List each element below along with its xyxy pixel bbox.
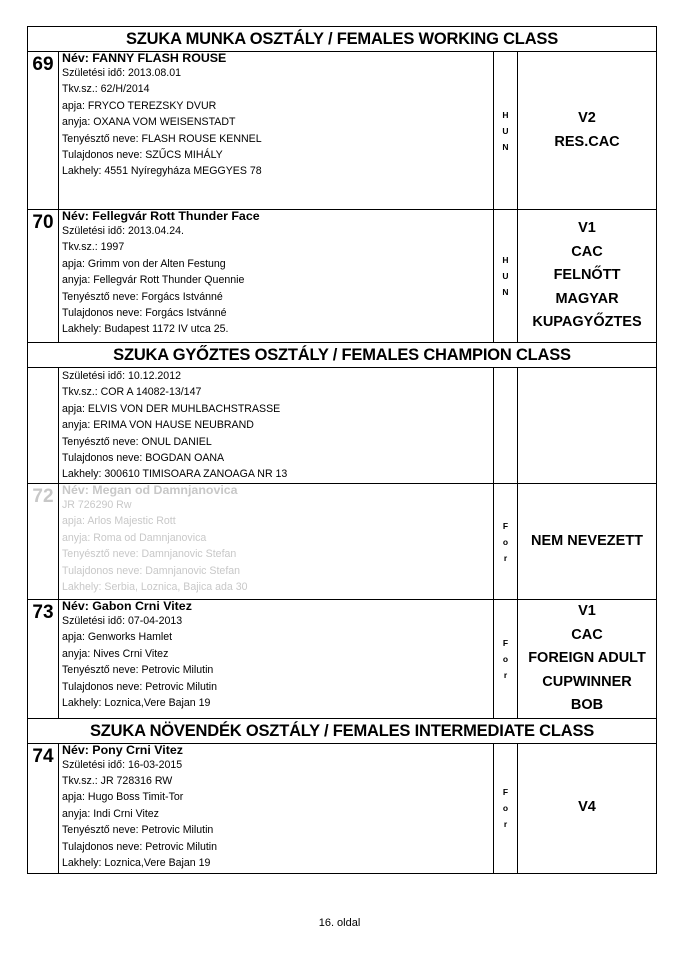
country-code	[494, 52, 518, 210]
detail-line: Lakhely: Serbia, Loznica, Bajica ada 30	[62, 581, 248, 594]
dog-name: Név: FANNY FLASH ROUSE	[62, 52, 227, 65]
entry-details	[59, 368, 494, 484]
country-code	[494, 210, 518, 343]
detail-line: Lakhely: Loznica,Vere Bajan 19	[62, 856, 211, 869]
entry-number: 73	[28, 600, 59, 719]
dog-name: Név: Pony Crni Vitez	[62, 743, 183, 757]
country-letter: r	[503, 819, 508, 829]
section-title: SZUKA MUNKA OSZTÁLY / FEMALES WORKING CLASS	[28, 27, 657, 52]
result-cell	[518, 743, 657, 873]
result-cell	[518, 210, 657, 343]
entry-details	[59, 52, 494, 210]
country-letter: N	[502, 141, 509, 152]
result-line: RES.CAC	[554, 133, 620, 150]
dog-name: Név: Fellegvár Rott Thunder Face	[62, 210, 260, 223]
result-line: CAC	[571, 626, 603, 643]
result-line: KUPAGYŐZTES	[532, 314, 642, 331]
result-cell	[518, 484, 657, 600]
detail-line: Lakhely: Budapest 1172 IV utca 25.	[62, 323, 229, 336]
entry-details	[59, 484, 494, 600]
result-line: BOB	[570, 697, 604, 713]
entry-row	[28, 52, 657, 210]
country-letter: F	[502, 520, 509, 531]
detail-line: Tulajdonos neve: Forgács Istvánné	[62, 307, 227, 320]
detail-line: Tenyésztő neve: Damnjanovic Stefan	[62, 548, 237, 561]
result-line: V1	[578, 220, 596, 237]
country-code	[494, 600, 518, 719]
detail-line: Tenyésztő neve: ONUL DANIEL	[62, 435, 212, 448]
country-letter: H	[502, 109, 509, 120]
country-code	[494, 743, 518, 873]
section-title: SZUKA GYŐZTES OSZTÁLY / FEMALES CHAMPION CLASS	[28, 343, 657, 368]
detail-line: apja: Grimm von der Alten Festung	[62, 257, 226, 270]
detail-line: JR 726290 Rw	[62, 499, 132, 511]
country-code	[494, 368, 518, 484]
country-letter: U	[502, 271, 509, 281]
country-letter: F	[502, 637, 509, 648]
detail-line: anyja: ERIMA VON HAUSE NEUBRAND	[62, 419, 254, 432]
country-letter: U	[502, 125, 509, 136]
entry-details	[59, 743, 494, 873]
detail-line: apja: Genworks Hamlet	[62, 631, 173, 644]
result-cell	[518, 368, 657, 484]
entry-number	[28, 368, 59, 484]
result-line: V2	[578, 110, 596, 126]
detail-line: anyja: Fellegvár Rott Thunder Quennie	[62, 274, 245, 287]
detail-line: Tenyésztő neve: FLASH ROUSE KENNEL	[62, 132, 262, 145]
country-code	[494, 484, 518, 600]
detail-line: apja: Hugo Boss Timit-Tor	[62, 791, 184, 804]
detail-line: Tulajdonos neve: Damnjanovic Stefan	[62, 564, 241, 577]
detail-line: Tulajdonos neve: Petrovic Milutin	[62, 680, 218, 693]
entry-row	[28, 368, 657, 484]
detail-line: Tulajdonos neve: SZŰCS MIHÁLY	[62, 149, 223, 162]
detail-line: Tulajdonos neve: Petrovic Milutin	[62, 840, 218, 853]
result-line: CUPWINNER	[542, 673, 632, 690]
country-letter: r	[503, 669, 508, 680]
result-line: NEM NEVEZETT	[531, 532, 643, 549]
country-letter: r	[503, 552, 508, 563]
result-line: CAC	[571, 243, 603, 260]
detail-line: apja: ELVIS VON DER MUHLBACHSTRASSE	[62, 402, 281, 415]
detail-line: Lakhely: 300610 TIMISOARA ZANOAGA NR 13	[62, 468, 288, 481]
result-cell	[518, 600, 657, 719]
detail-line: Tenyésztő neve: Petrovic Milutin	[62, 824, 214, 837]
detail-line: anyja: Roma od Damnjanovica	[62, 531, 207, 544]
entry-number: 72	[28, 484, 59, 600]
entry-details	[59, 600, 494, 719]
detail-line: Tkv.sz.: 1997	[62, 241, 125, 254]
detail-line: apja: Arlos Majestic Rott	[62, 515, 176, 528]
catalog-table	[27, 26, 657, 874]
dog-name: Név: Megan od Damnjanovica	[62, 484, 238, 497]
entry-row	[28, 484, 657, 600]
detail-line: Születési idő: 07-04-2013	[62, 615, 183, 627]
country-letter: o	[502, 803, 509, 813]
entry-number: 74	[28, 743, 59, 873]
detail-line: apja: FRYCO TEREZSKY DVUR	[62, 99, 217, 112]
detail-line: Tulajdonos neve: BOGDAN OANA	[62, 452, 225, 465]
detail-line: Tenyésztő neve: Forgács Istvánné	[62, 290, 223, 303]
detail-line: Születési idő: 16-03-2015	[62, 758, 183, 771]
detail-line: anyja: Indi Crni Vitez	[62, 807, 159, 820]
detail-line: Tkv.sz.: JR 728316 RW	[62, 774, 173, 787]
detail-line: Lakhely: 4551 Nyíregyháza MEGGYES 78	[62, 165, 262, 178]
detail-line: Születési idő: 2013.08.01	[62, 67, 181, 79]
detail-line: Lakhely: Loznica,Vere Bajan 19	[62, 697, 211, 710]
page-number: 16. oldal	[318, 917, 361, 929]
country-letter: o	[502, 653, 509, 664]
entry-row	[28, 600, 657, 719]
detail-line: Tkv.sz.: 62/H/2014	[62, 83, 150, 96]
entry-details	[59, 210, 494, 343]
country-letter: H	[502, 255, 509, 265]
dog-name: Név: Gabon Crni Vitez	[62, 600, 192, 613]
country-letter: N	[502, 287, 509, 297]
result-line: MAGYAR	[555, 290, 619, 307]
entry-row	[28, 210, 657, 343]
detail-line: Tenyésztő neve: Petrovic Milutin	[62, 664, 214, 677]
country-letter: F	[502, 787, 509, 797]
country-letter: o	[502, 536, 509, 547]
detail-line: anyja: Nives Crni Vitez	[62, 647, 169, 660]
section-title: SZUKA NÖVENDÉK OSZTÁLY / FEMALES INTERMEDIATE CLASS	[28, 718, 657, 743]
detail-line: Születési idő: 2013.04.24.	[62, 225, 184, 237]
result-line: V1	[578, 603, 596, 619]
entry-number: 70	[28, 210, 59, 343]
detail-line: Tkv.sz.: COR A 14082-13/147	[62, 386, 202, 399]
detail-line: Születési idő: 10.12.2012	[62, 370, 181, 382]
result-cell	[518, 52, 657, 210]
entry-row	[28, 743, 657, 873]
entry-number: 69	[28, 52, 59, 210]
result-line: FELNŐTT	[553, 267, 621, 284]
detail-line: anyja: OXANA VOM WEISENSTADT	[62, 116, 236, 129]
result-line: FOREIGN ADULT	[528, 650, 646, 666]
result-line: V4	[578, 799, 596, 816]
